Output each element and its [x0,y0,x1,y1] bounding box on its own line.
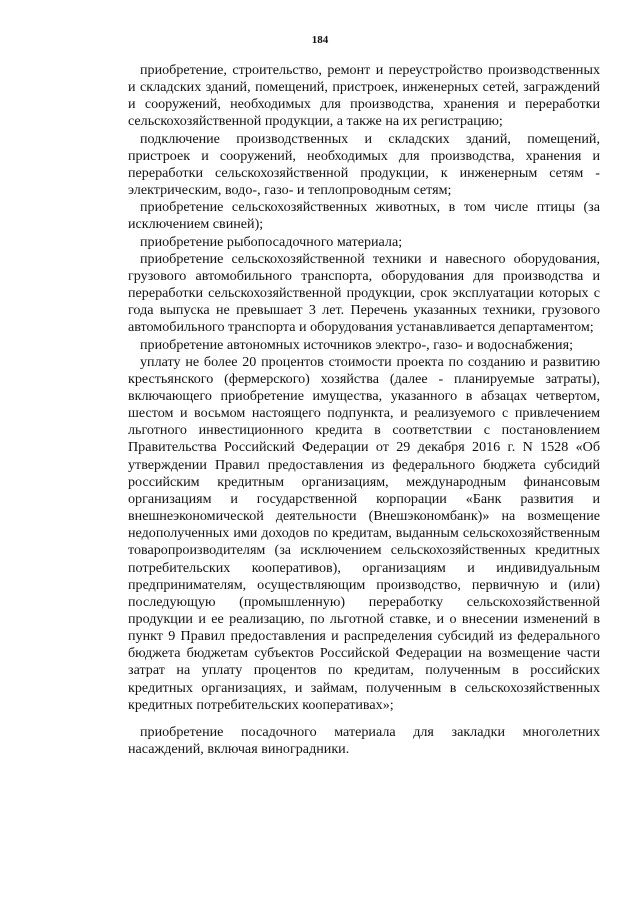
paragraph-fish-stock: приобретение рыбопосадочного материала; [140,233,403,250]
document-body [128,62,600,758]
page-number: 184 [311,34,329,46]
paragraph-autonomous-supply: приобретение автономных источников электро-, газо- и водоснабжения; [140,336,574,353]
paragraph-machinery: приобретение сельскохозяйственной техники и навесного оборудования, грузового автомобильного транспорта, оборудования для производства и переработки сельскохозяйственной продукции, срок эксплуатации которых с года выпуска не превышает 3 лет. Перечень указанных техники, грузового автомобильного транспорта и оборудования устанавливается департаментом; [128,250,600,336]
paragraph-project-cost: уплату не более 20 процентов стоимости проекта по созданию и развитию крестьянского (фермерского) хозяйства (далее - планируемые затраты), включающего приобретение имущества, указанного в абзацах четвертом, шестом и восьмом настоящего подпункта, и реализуемого с привлечением льготного инвестиционного кредита в соответствии с постановлением Правительства Российский Федерации от 29 декабря 2016 г. N 1528 «Об утверждении Правил предоставления из федерального бюджета субсидий российским кредитным организациям, международным финансовым организациям и государственной корпорации «Банк развития и внешнеэкономической деятельности (Внешэкономбанк)» на возмещение недополученных ими доходов по кредитам, выданным сельскохозяйственным товаропроизводителям (за исключением сельскохозяйственных кредитных потребительских кооперативов), организациям и индивидуальным предпринимателям, осуществляющим производство, первичную и (или) последующую (промышленную) переработку сельскохозяйственной продукции и ее реализацию, по льготной ставке, и о внесении изменений в пункт 9 Правил предоставления и распределения субсидий из федерального бюджета бюджетам субъектов Российской Федерации на возмещение части затрат на уплату процентов по кредитам, полученным в российских кредитных организациях, и займам, полученным в сельскохозяйственных кредитных потребительских кооперативах»; [128,353,600,713]
paragraph-construction: приобретение, строительство, ремонт и переустройство производственных и складских зданий, помещений, пристроек, инженерных сетей, заграждений и сооружений, необходимых для производства, хранения и переработки сельскохозяйственной продукции, а также на их регистрацию; [128,62,600,130]
paragraph-livestock: приобретение сельскохозяйственных животных, в том числе птицы (за исключением свиней); [128,199,600,233]
paragraph-utility-connection: подключение производственных и складских зданий, помещений, пристроек и сооружений, необходимых для производства, хранения и переработки сельскохозяйственной продукции, к инженерным сетям - электрическим, водо-, газо- и теплопроводным сетям; [128,130,600,199]
paragraph-planting-material: приобретение посадочного материала для закладки многолетних насаждений, включая виноградники. [128,723,600,758]
